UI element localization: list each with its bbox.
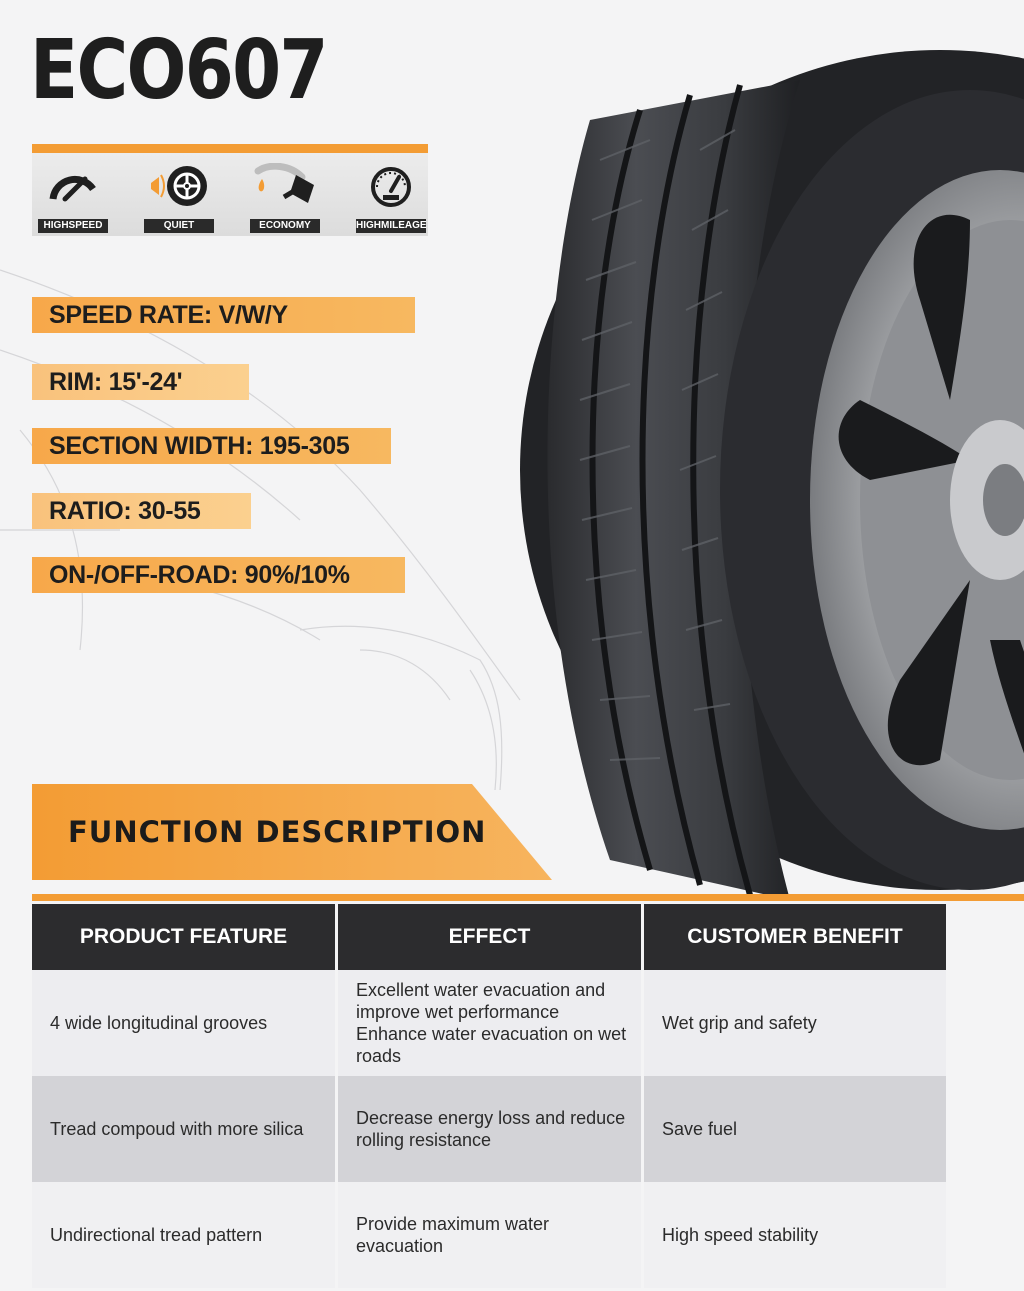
table-row <box>32 1182 946 1288</box>
spec-on-off-road <box>32 557 405 593</box>
speedometer-icon <box>45 163 101 207</box>
feature-highmileage <box>348 163 434 237</box>
table-cell: Excellent water evacuation and improve wet performance Enhance water evacuation on wet roads <box>338 970 641 1076</box>
fuel-nozzle-icon <box>250 163 320 211</box>
table-cell: Provide maximum water evacuation <box>338 1182 641 1288</box>
product-title: ECO607 <box>30 23 327 118</box>
column-header: CUSTOMER BENEFIT <box>644 904 946 970</box>
feature-quiet <box>136 163 222 237</box>
orange-divider <box>32 894 1024 901</box>
table-cell: Undirectional tread pattern <box>32 1182 335 1288</box>
table-cell: High speed stability <box>644 1182 946 1288</box>
table-cell: Tread compoud with more silica <box>32 1076 335 1182</box>
table-cell: Wet grip and safety <box>644 970 946 1076</box>
spec-speed-rate <box>32 297 415 333</box>
tire-image <box>500 40 1024 900</box>
spec-label: ON-/OFF-ROAD: <box>49 561 239 589</box>
spec-section-width <box>32 428 391 464</box>
spec-value: V/W/Y <box>211 301 288 329</box>
table-header-row <box>32 904 946 970</box>
feature-label: QUIET <box>144 219 214 233</box>
table-cell: Decrease energy loss and reduce rolling resistance <box>338 1076 641 1182</box>
spec-value: 15'-24' <box>101 368 183 396</box>
feature-icon-bar <box>32 144 428 236</box>
spec-value: 90%/10% <box>238 561 350 589</box>
spec-value: 30-55 <box>131 497 201 525</box>
feature-economy <box>242 163 328 237</box>
table-cell: Save fuel <box>644 1076 946 1182</box>
spec-label: SPEED RATE: <box>49 301 212 329</box>
table-row <box>32 1076 946 1182</box>
spec-label: RIM: <box>49 368 102 396</box>
spec-value: 195-305 <box>253 432 350 460</box>
feature-label: ECONOMY <box>250 219 320 233</box>
spec-label: RATIO: <box>49 497 132 525</box>
function-description-table <box>32 904 946 1288</box>
quiet-wheel-icon <box>147 163 211 209</box>
feature-highspeed <box>30 163 116 237</box>
spec-ratio <box>32 493 251 529</box>
feature-label: HIGHSPEED <box>38 219 108 233</box>
column-header: PRODUCT FEATURE <box>32 904 335 970</box>
gauge-icon <box>363 163 419 209</box>
spec-label: SECTION WIDTH: <box>49 432 254 460</box>
column-header: EFFECT <box>338 904 641 970</box>
function-description-heading: FUNCTION DESCRIPTION <box>68 815 487 849</box>
feature-label: HIGHMILEAGE <box>356 220 427 231</box>
spec-rim <box>32 364 249 400</box>
table-cell: 4 wide longitudinal grooves <box>32 970 335 1076</box>
table-row <box>32 970 946 1076</box>
